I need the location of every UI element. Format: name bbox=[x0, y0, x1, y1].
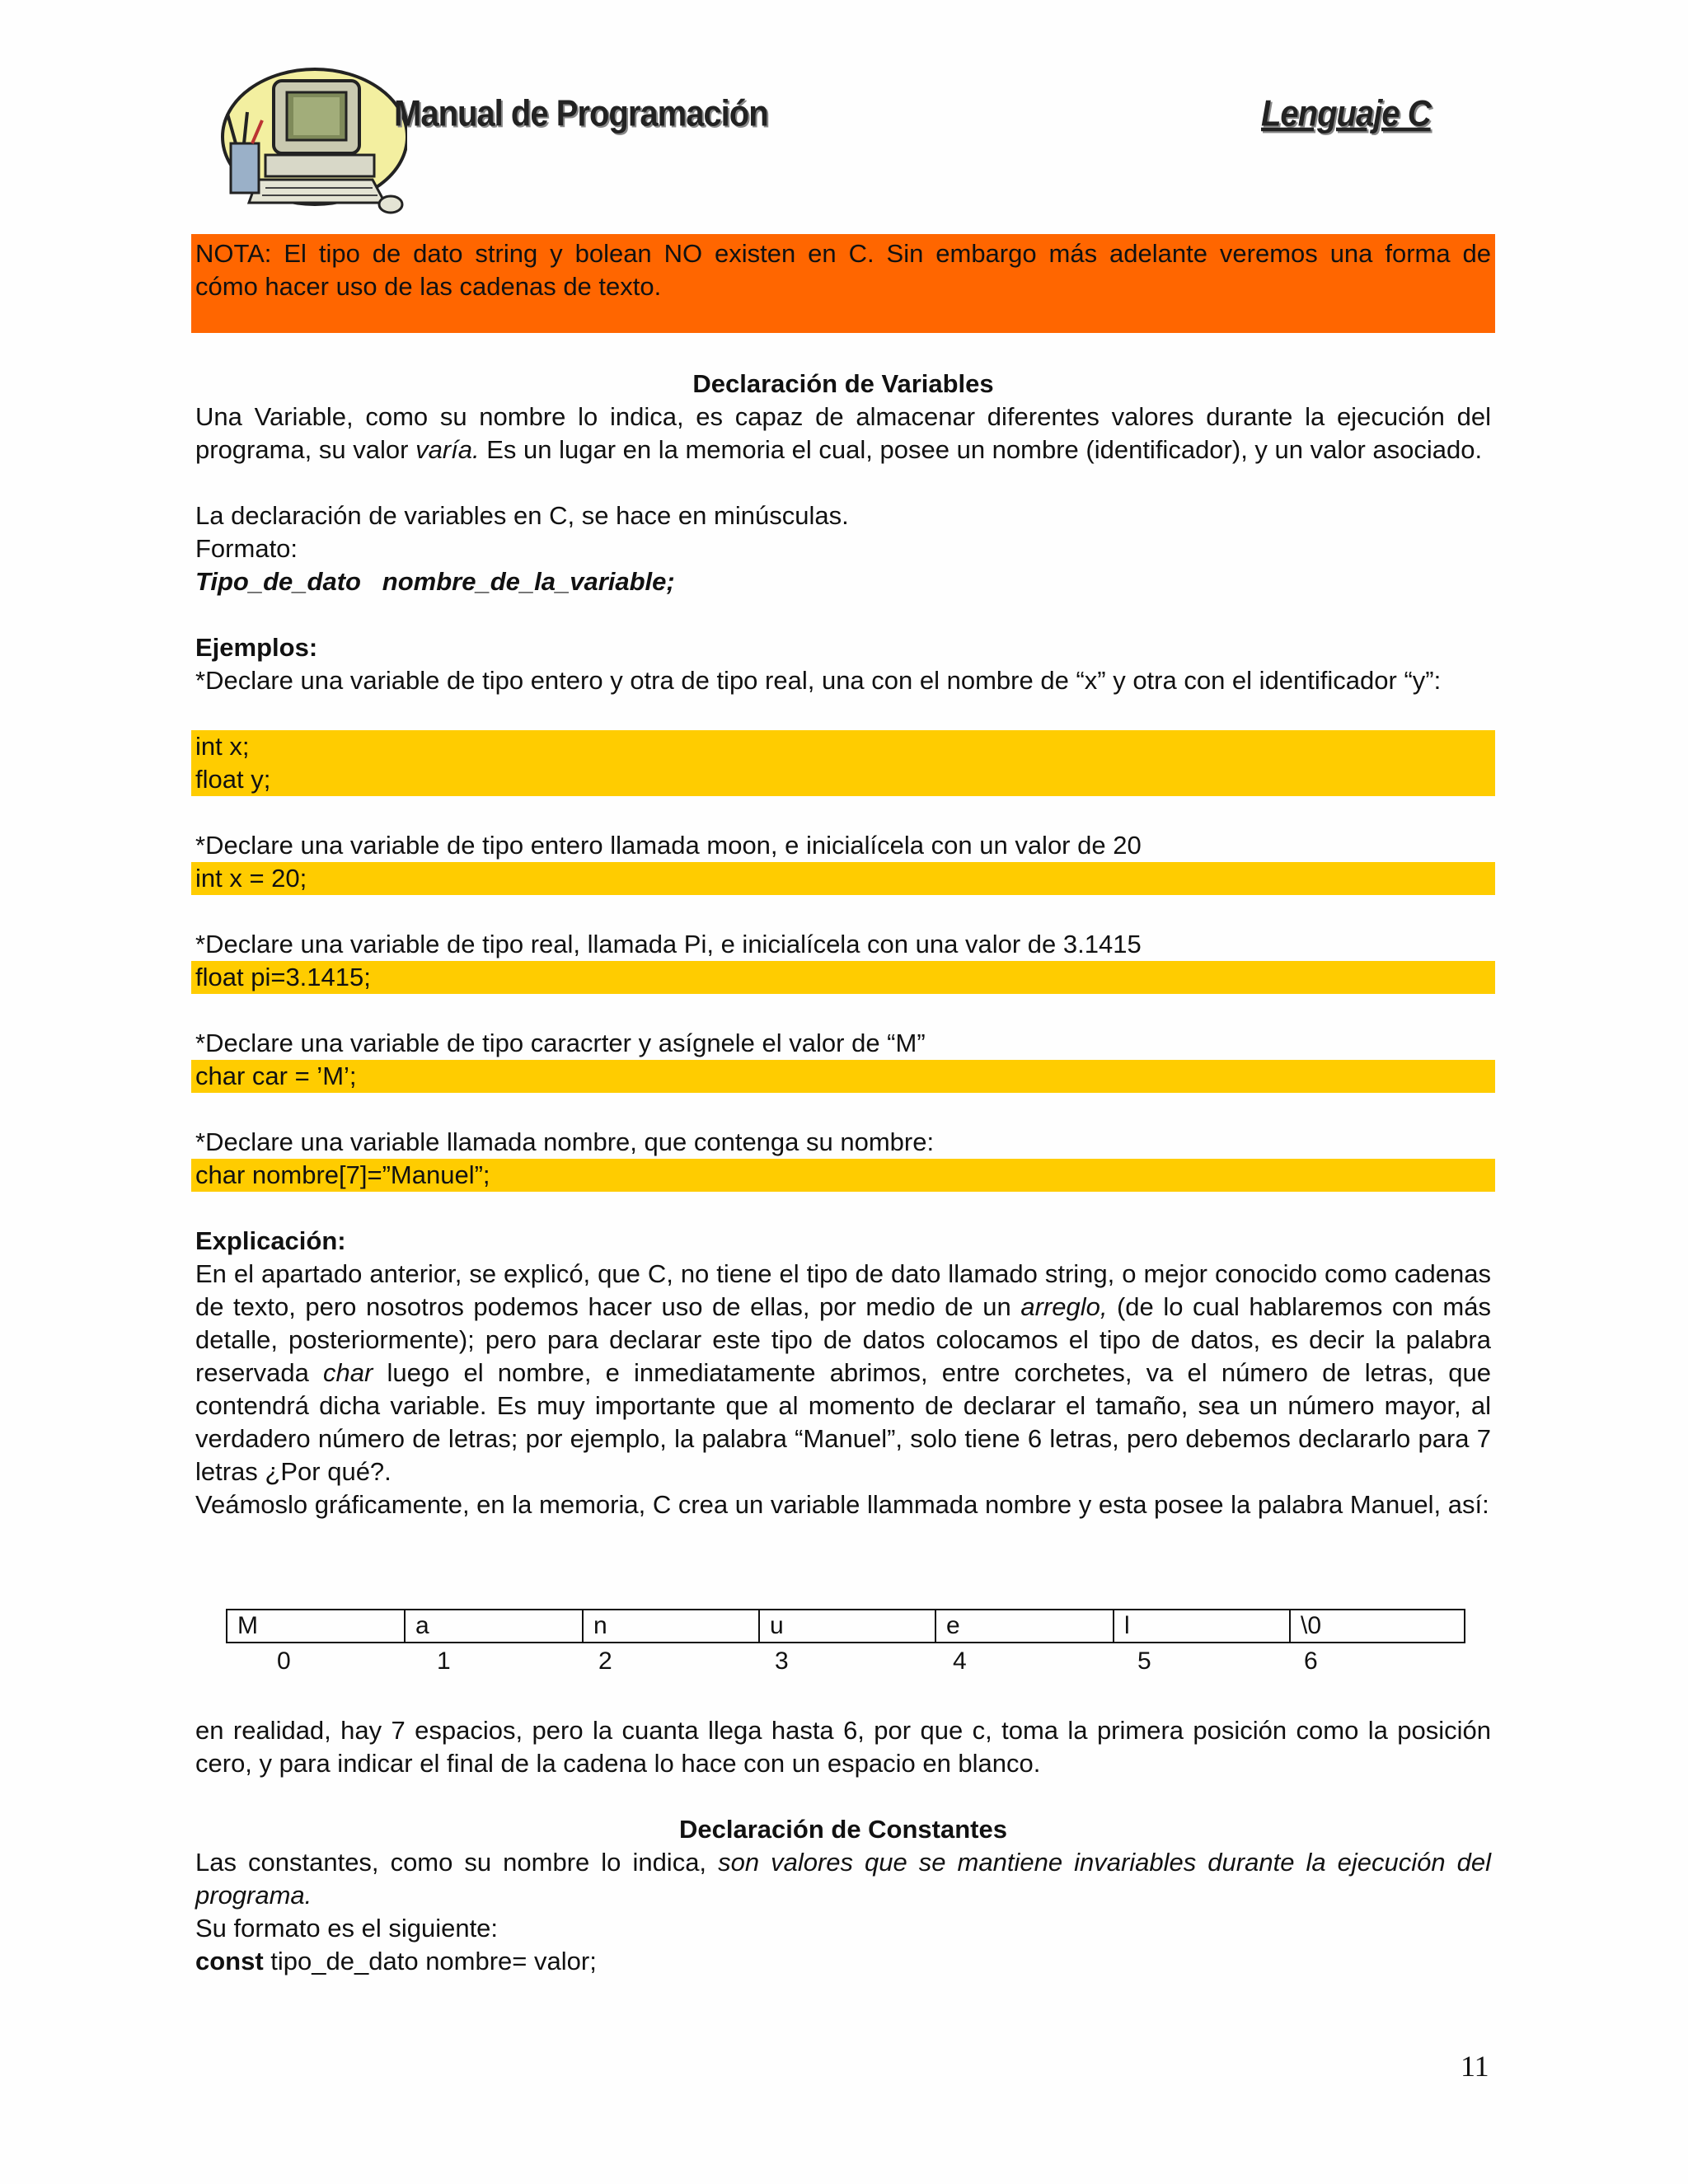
example-2-code-block: int x = 20; bbox=[191, 862, 1495, 895]
example-5-text: *Declare una variable llamada nombre, que contenga su nombre: bbox=[195, 1127, 935, 1156]
array-explanation: en realidad, hay 7 espacios, pero la cuanta llega hasta 6, por que c, toma la primera posición como la posición cero, y para indicar el final de la cadena lo hace con un espacio en blanco. bbox=[195, 1716, 1491, 1778]
constants-syntax-rest: tipo_de_dato nombre= valor; bbox=[263, 1947, 597, 1975]
format-syntax: Tipo_de_dato nombre_de_la_variable; bbox=[195, 567, 675, 596]
nota-line-2: cómo hacer uso de las cadenas de texto. bbox=[195, 272, 662, 301]
format-label: Formato: bbox=[195, 534, 298, 563]
constants-format-label: Su formato es el siguiente: bbox=[195, 1914, 499, 1943]
explanation-graphic-intro: Veámoslo gráficamente, en la memoria, C crea un variable llammada nombre y esta posee la palabra Manuel, así: bbox=[195, 1490, 1489, 1519]
explanation-paragraph bbox=[195, 1258, 1491, 1488]
constants-text-a: Las constantes, como su nombre lo indica, bbox=[195, 1848, 719, 1877]
explanation-text-a: En el apartado anterior, se explicó, que C, no tiene el tipo de dato llamado string, o mejor conocido como cadenas de texto, pero nosotros podemos hacer uso de ellas, por medio de un bbox=[195, 1259, 1491, 1321]
array-cell: M bbox=[227, 1610, 406, 1642]
page-number: 11 bbox=[1461, 2050, 1489, 2083]
array-cell: \0 bbox=[1301, 1612, 1322, 1639]
char-array-diagram bbox=[226, 1609, 1465, 1643]
variables-heading: Declaración de Variables bbox=[692, 369, 994, 398]
array-index: 4 bbox=[953, 1647, 967, 1675]
array-index: 2 bbox=[598, 1647, 612, 1675]
explanation-text-c: luego el nombre, e inmediatamente abrimos, entre corchetes, va el número de letras, que contendrá dicha variable. Es muy importante que al momento de declarar el tamaño, sea un número mayor, al verdadero número de letras; por ejemplo, la palabra “Manuel”, solo tiene 6 letras, pero debemos declararlo para 7 letras ¿Por qué?. bbox=[195, 1358, 1491, 1486]
example-1-code-line-1: int x; bbox=[195, 732, 250, 761]
constants-paragraph bbox=[195, 1846, 1491, 1912]
constants-syntax bbox=[195, 1945, 1491, 1978]
array-index: 6 bbox=[1304, 1647, 1318, 1675]
constants-text-italic: son valores que se mantiene invariables durante la ejecución del programa. bbox=[195, 1848, 1491, 1910]
nota-text bbox=[195, 237, 1491, 303]
example-3-text: *Declare una variable de tipo real, llamada Pi, e inicialícela con una valor de 3.1415 bbox=[195, 930, 1142, 958]
example-4-code-block: char car = ’M’; bbox=[191, 1060, 1495, 1093]
variables-lowercase-note: La declaración de variables en C, se hace en minúsculas. bbox=[195, 501, 849, 530]
array-index: 0 bbox=[277, 1647, 291, 1675]
header-manual-title: Manual de Programación bbox=[394, 93, 768, 134]
nota-line-1: NOTA: El tipo de dato string y bolean NO existen en C. Sin embargo más adelante veremos una forma de bbox=[195, 239, 1491, 268]
examples-heading: Ejemplos: bbox=[195, 633, 318, 662]
explanation-text-b: (de lo cual hablaremos con más detalle, posteriormente); pero para declarar este tipo de datos colocamos el tipo de datos, es decir la palabra reservada bbox=[195, 1292, 1491, 1387]
array-index: 1 bbox=[437, 1647, 451, 1675]
array-cell: l bbox=[1114, 1610, 1291, 1642]
array-cell: u bbox=[760, 1610, 936, 1642]
explanation-italic-char: char bbox=[323, 1358, 373, 1387]
array-cell: e bbox=[936, 1610, 1114, 1642]
array-index: 5 bbox=[1137, 1647, 1151, 1675]
explanation-heading: Explicación: bbox=[195, 1226, 346, 1255]
variables-text-b: Es un lugar en la memoria el cual, posee un nombre (identificador), y un valor asociado. bbox=[479, 435, 1483, 464]
const-keyword: const bbox=[195, 1947, 264, 1975]
example-1-text: *Declare una variable de tipo entero y otra de tipo real, una con el nombre de “x” y otra con el identificador “y”: bbox=[195, 666, 1442, 695]
computer-clipart-logo bbox=[216, 64, 407, 221]
example-2-text: *Declare una variable de tipo entero llamada moon, e inicialícela con un valor de 20 bbox=[195, 831, 1142, 860]
variables-text-a: Una Variable, como su nombre lo indica, es capaz de almacenar diferentes valores durante la ejecución del programa, su valor bbox=[195, 402, 1491, 464]
explanation-italic-arreglo: arreglo, bbox=[1020, 1292, 1108, 1321]
example-4-text: *Declare una variable de tipo caracrter y asígnele el valor de “M” bbox=[195, 1029, 926, 1057]
example-1-code-line-2: float y; bbox=[195, 765, 271, 794]
array-index: 3 bbox=[775, 1647, 789, 1675]
example-1-code-block bbox=[191, 730, 1495, 796]
variables-text-italic: varía. bbox=[415, 435, 480, 464]
array-cell: a bbox=[406, 1610, 584, 1642]
example-5-code-block: char nombre[7]=”Manuel”; bbox=[191, 1159, 1495, 1192]
header-language-title: Lenguaje C bbox=[1261, 93, 1431, 134]
constants-heading: Declaración de Constantes bbox=[679, 1815, 1007, 1844]
array-cell: n bbox=[584, 1610, 760, 1642]
example-3-code-block: float pi=3.1415; bbox=[191, 961, 1495, 994]
variables-paragraph bbox=[195, 401, 1491, 466]
